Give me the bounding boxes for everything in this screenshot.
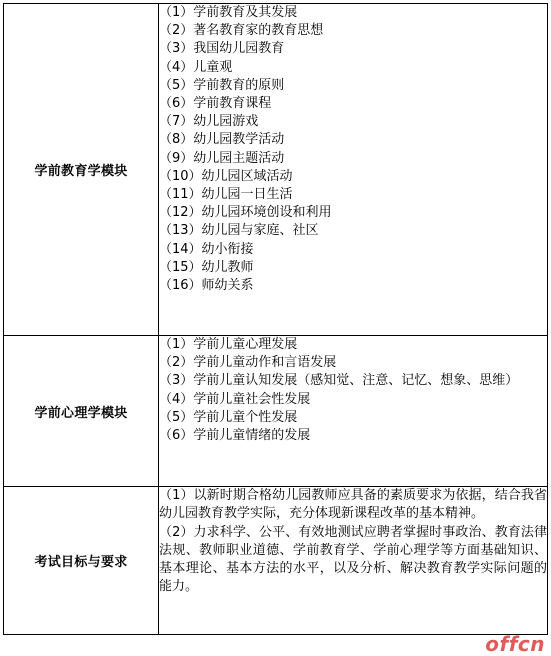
- list-item: （11）幼儿园一日生活: [159, 187, 293, 203]
- list-item: （16）师幼关系: [159, 278, 254, 294]
- list-item: （10）幼儿园区域活动: [159, 168, 293, 184]
- table-row: [4, 4, 548, 336]
- module-content: [159, 487, 548, 635]
- list-item: （2）学前儿童动作和言语发展: [159, 355, 337, 371]
- list-item: （4）儿童观: [159, 59, 233, 75]
- list-item: （9）幼儿园主题活动: [159, 150, 285, 166]
- list-item: （13）幼儿园与家庭、社区: [159, 223, 319, 239]
- module-content: [159, 336, 548, 487]
- module-label: 学前教育学模块: [4, 4, 159, 336]
- list-item: （6）学前教育课程: [159, 96, 272, 112]
- list-item: （5）学前教育的原则: [159, 77, 285, 93]
- list-item: （1）学前儿童心理发展: [159, 337, 298, 352]
- list-item: （2）著名教育家的教育思想: [159, 23, 324, 39]
- module-content: [159, 4, 548, 336]
- list-item: （8）幼儿园教学活动: [159, 132, 285, 148]
- list-item: （5）学前儿童个性发展: [159, 409, 298, 425]
- list-item: （12）幼儿园环境创设和利用: [159, 205, 332, 221]
- module-label: 学前心理学模块: [4, 336, 159, 487]
- goal-paragraph: （1）以新时期合格幼儿园教师应具备的素质要求为依据，结合我省幼儿园教育教学实际，充分体现新课程改革的基本精神。: [159, 488, 547, 522]
- list-item: （4）学前儿童社会性发展: [159, 391, 311, 407]
- module-label: 考试目标与要求: [4, 487, 159, 635]
- list-item: （3）我国幼儿园教育: [159, 41, 285, 57]
- list-item: （15）幼儿教师: [159, 259, 254, 275]
- table-row: [4, 487, 548, 635]
- list-item: （7）幼儿园游戏: [159, 114, 259, 130]
- list-item: （1）学前教育及其发展: [159, 5, 298, 20]
- topic-list: [159, 336, 547, 445]
- goal-paragraph: （2）力求科学、公平、有效地测试应聘者掌握时事政治、教育法律法规、教师职业道德、学前教育学、学前心理学等方面基础知识、基本理论、基本方法的水平，以及分析、解决教育教学实际问题的能力。: [159, 524, 547, 595]
- list-item: （14）幼小衔接: [159, 241, 254, 257]
- list-item: （3）学前儿童认知发展（感知觉、注意、记忆、想象、思维）: [159, 373, 519, 389]
- syllabus-table: [3, 3, 548, 635]
- watermark-logo: offcn: [485, 632, 545, 656]
- list-item: （6）学前儿童情绪的发展: [159, 428, 311, 444]
- table-row: [4, 336, 548, 487]
- topic-list: [159, 4, 547, 295]
